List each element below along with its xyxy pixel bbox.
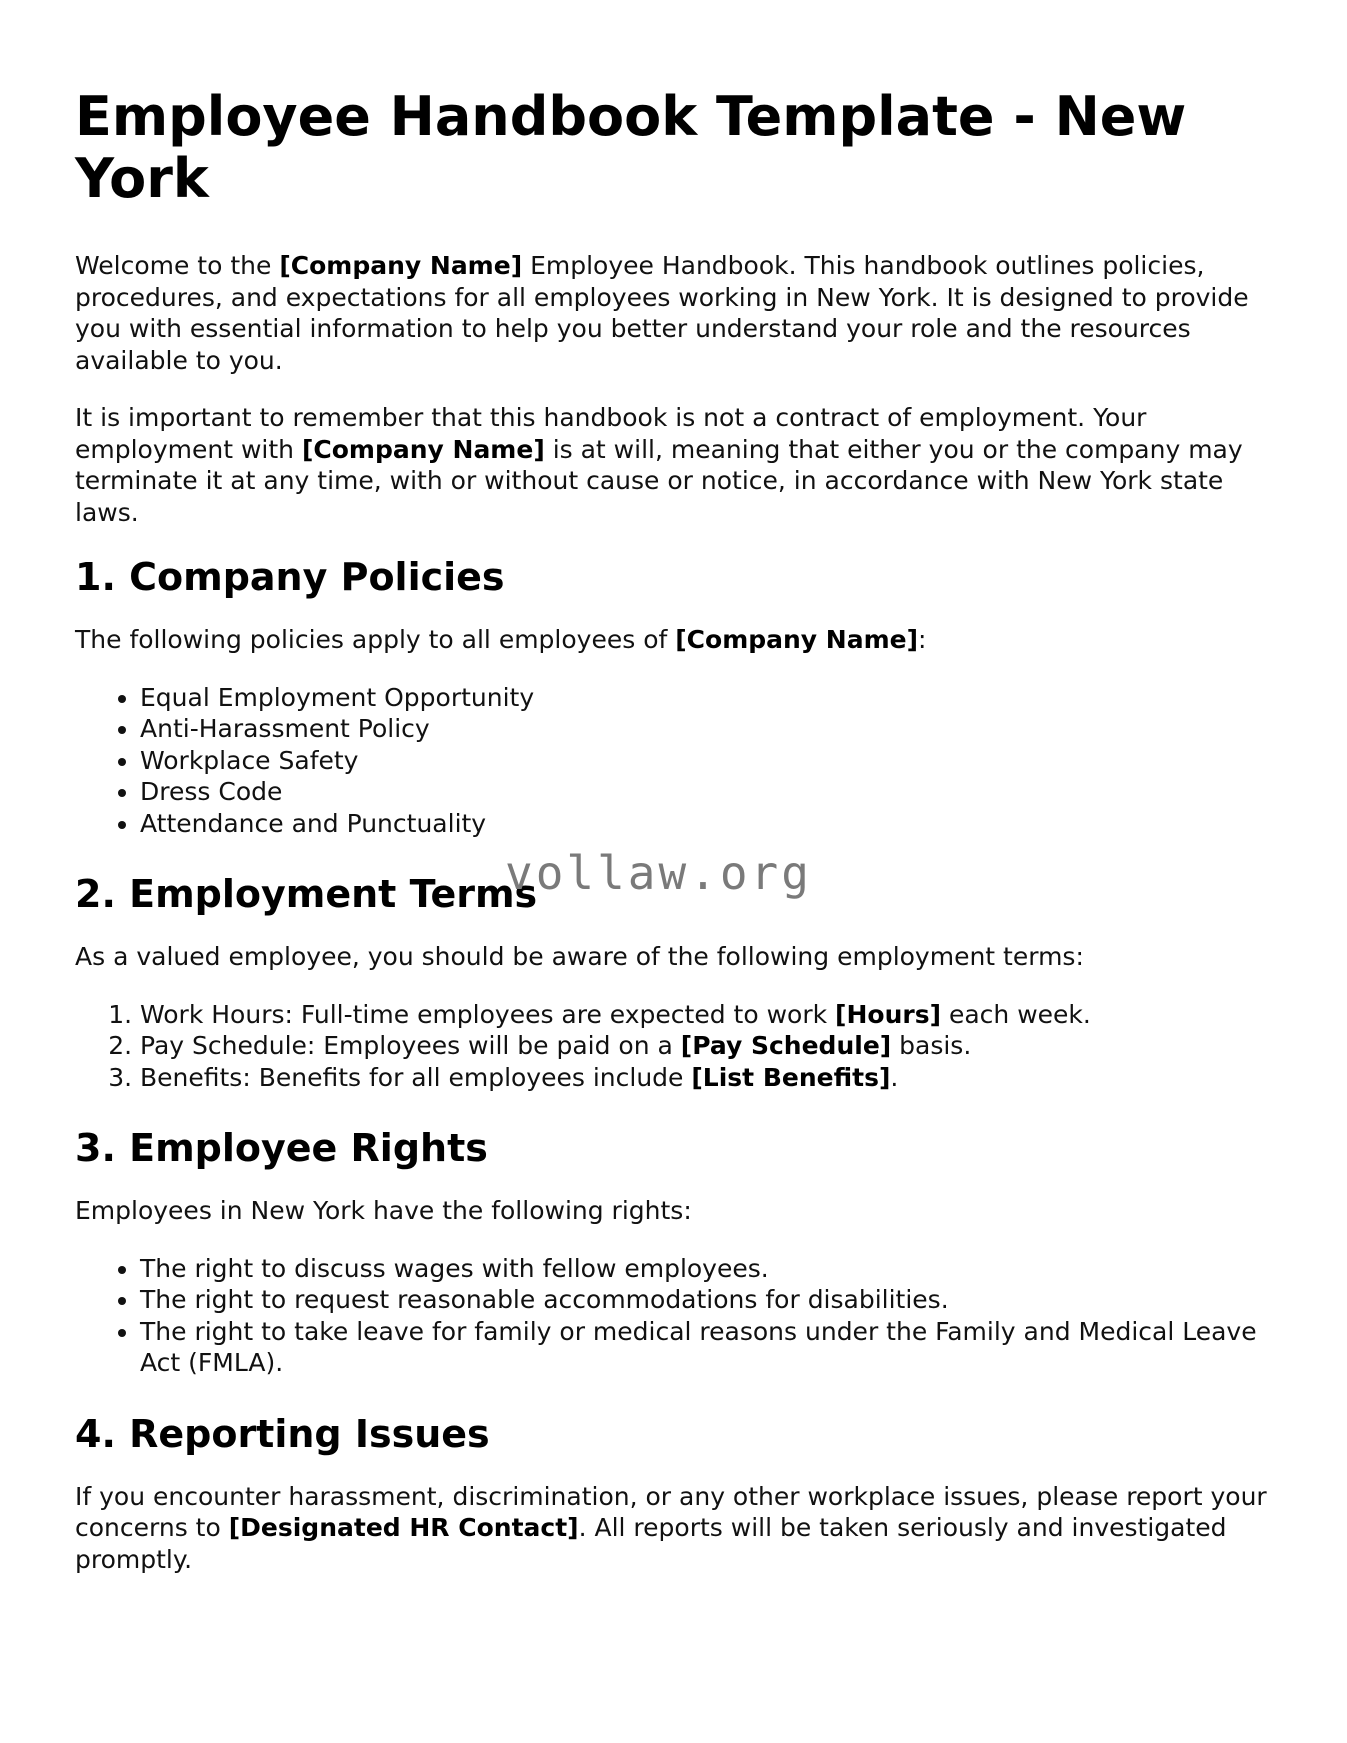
pay-schedule-placeholder: [Pay Schedule]	[680, 1031, 892, 1060]
policies-list	[75, 682, 1275, 840]
term-text-end: each week.	[941, 999, 1091, 1029]
list-item: • The right to take leave for family or medical reasons under the Family and Medical Leave Act (FMLA).	[140, 1316, 1275, 1379]
term-text: Pay Schedule: Employees will be paid on a	[140, 1031, 681, 1060]
section-heading-employment-terms: 2. Employment Terms	[75, 872, 538, 916]
intro-p1-text-rest: Employee Handbook. This handbook outlines policies, procedures, and expectations for all employees working in New York. It is designed to provide you with essential information to help you better understand your role and the resources available to you.	[75, 251, 1249, 375]
list-item: • The right to request reasonable accommodations for disabilities.	[140, 1284, 1275, 1316]
hr-contact-placeholder: [Designated HR Contact]	[228, 1513, 579, 1542]
company-name-placeholder: [Company Name]	[301, 434, 545, 464]
document-page	[75, 86, 1275, 1601]
section-intro-employment-terms: As a valued employee, you should be aware of the following employment terms:	[75, 942, 1084, 971]
rights-list	[75, 1253, 1275, 1379]
section-intro-company-policies	[75, 624, 1275, 656]
section-intro-text: The following policies apply to all employees of	[75, 625, 676, 654]
company-name-placeholder: [Company Name]	[675, 625, 919, 654]
intro-p1-text: Welcome to the	[75, 251, 280, 280]
list-item: • Attendance and Punctuality	[140, 808, 1275, 840]
section-heading-company-policies: 1. Company Policies	[75, 555, 505, 599]
intro-p2-text: It is important to remember that this handbook is not a contract of employment. Your employment with	[75, 403, 1147, 464]
intro-paragraph-1	[75, 250, 1275, 376]
intro-paragraph-2	[75, 402, 1275, 528]
watermark: vollaw.org	[505, 846, 812, 900]
list-item	[140, 999, 1275, 1031]
benefits-placeholder: [List Benefits]	[691, 1062, 891, 1092]
page-title: Employee Handbook Template - New York	[75, 85, 1187, 210]
intro-p2-text-rest: is at will, meaning that either you or the company may terminate it at any time, with or without cause or notice, in accordance with New York state laws.	[75, 434, 1243, 527]
list-item: • Equal Employment Opportunity	[140, 682, 1275, 714]
section-intro-text-end: . All reports will be taken seriously and investigated promptly.	[75, 1513, 1227, 1574]
section-heading-reporting-issues: 4. Reporting Issues	[75, 1411, 490, 1456]
section-heading-employee-rights: 3. Employee Rights	[75, 1126, 488, 1170]
list-item: • Dress Code	[140, 776, 1275, 808]
list-item: • The right to discuss wages with fellow employees.	[140, 1253, 1275, 1285]
term-text: Benefits: Benefits for all employees include	[140, 1062, 692, 1092]
term-text-end: basis.	[891, 1031, 972, 1060]
term-text-end: .	[890, 1062, 899, 1092]
list-item: • Workplace Safety	[140, 745, 1275, 777]
section-intro-text: If you encounter harassment, discrimination, or any other workplace issues, please report your concerns to	[75, 1481, 1267, 1542]
section-intro-text-end: :	[918, 625, 927, 654]
company-name-placeholder: [Company Name]	[279, 251, 523, 280]
hours-placeholder: [Hours]	[835, 999, 942, 1029]
list-item: • Anti-Harassment Policy	[140, 713, 1275, 745]
employment-terms-list	[75, 999, 1275, 1094]
section-intro-reporting-issues	[75, 1481, 1275, 1576]
list-item	[140, 1062, 1275, 1094]
section-intro-employee-rights: Employees in New York have the following rights:	[75, 1196, 692, 1225]
list-item	[140, 1030, 1275, 1062]
term-text: Work Hours: Full-time employees are expected to work	[140, 999, 836, 1029]
